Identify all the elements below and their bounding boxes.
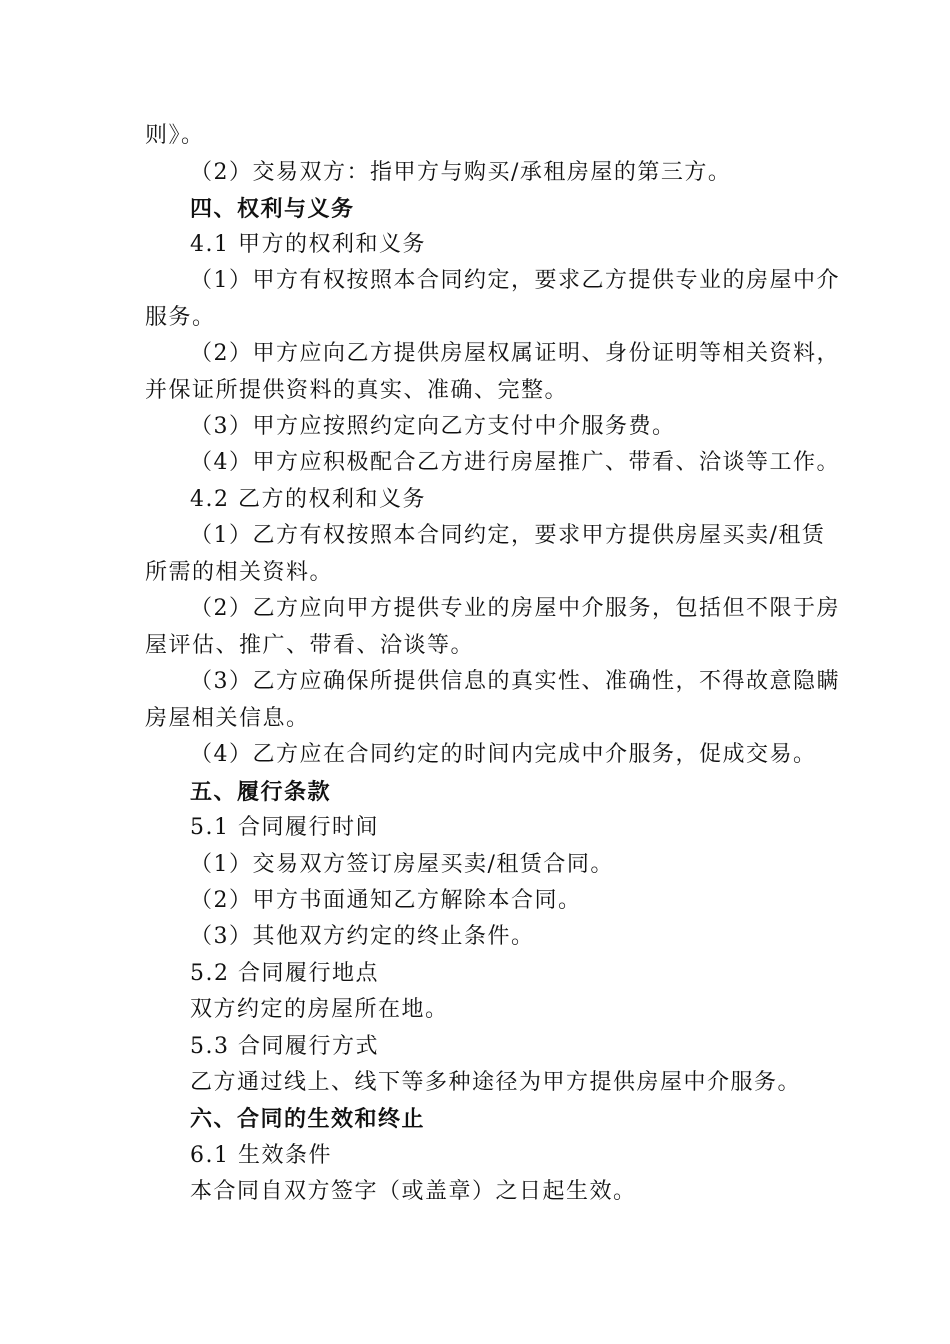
paragraph-line: （3）乙方应确保所提供信息的真实性、准确性，不得故意隐瞒 (190, 669, 840, 694)
paragraph-line: 所需的相关资料。 (145, 560, 334, 585)
paragraph-line: 本合同自双方签字（或盖章）之日起生效。 (190, 1179, 637, 1204)
section-heading: 四、权利与义务 (190, 196, 355, 222)
paragraph-line: 屋评估、推广、带看、洽谈等。 (145, 633, 475, 658)
paragraph-line: （3）其他双方约定的终止条件。 (190, 924, 535, 949)
paragraph-line: 服务。 (145, 305, 216, 330)
subsection-heading: 4.1 甲方的权利和义务 (190, 232, 426, 257)
paragraph-line: 房屋相关信息。 (145, 706, 310, 731)
section-heading: 六、合同的生效和终止 (190, 1106, 426, 1132)
subsection-heading: 6.1 生效条件 (190, 1143, 332, 1168)
paragraph-line: （2）甲方应向乙方提供房屋权属证明、身份证明等相关资料， (190, 341, 840, 366)
paragraph-line: （1）甲方有权按照本合同约定，要求乙方提供专业的房屋中介 (190, 268, 840, 293)
paragraph-line: （2）交易双方：指甲方与购买/承租房屋的第三方。 (190, 160, 732, 185)
paragraph-line: （2）甲方书面通知乙方解除本合同。 (190, 888, 582, 913)
paragraph-line: （4）乙方应在合同约定的时间内完成中介服务，促成交易。 (190, 742, 817, 767)
subsection-heading: 5.2 合同履行地点 (190, 961, 379, 986)
paragraph-line: 并保证所提供资料的真实、准确、完整。 (145, 378, 569, 403)
section-heading: 五、履行条款 (190, 779, 332, 805)
subsection-heading: 4.2 乙方的权利和义务 (190, 487, 426, 512)
subsection-heading: 5.3 合同履行方式 (190, 1034, 379, 1059)
paragraph-line: （1）交易双方签订房屋买卖/租赁合同。 (190, 852, 614, 877)
paragraph-line: （2）乙方应向甲方提供专业的房屋中介服务，包括但不限于房 (190, 596, 840, 621)
paragraph-line: （3）甲方应按照约定向乙方支付中介服务费。 (190, 414, 676, 439)
paragraph-line: （1）乙方有权按照本合同约定，要求甲方提供房屋买卖/租赁 (190, 523, 826, 548)
paragraph-line: 双方约定的房屋所在地。 (190, 997, 449, 1022)
paragraph-line: （4）甲方应积极配合乙方进行房屋推广、带看、洽谈等工作。 (190, 450, 840, 475)
paragraph-line: 则》。 (145, 123, 205, 148)
paragraph-line: 乙方通过线上、线下等多种途径为甲方提供房屋中介服务。 (190, 1070, 802, 1095)
subsection-heading: 5.1 合同履行时间 (190, 815, 379, 840)
